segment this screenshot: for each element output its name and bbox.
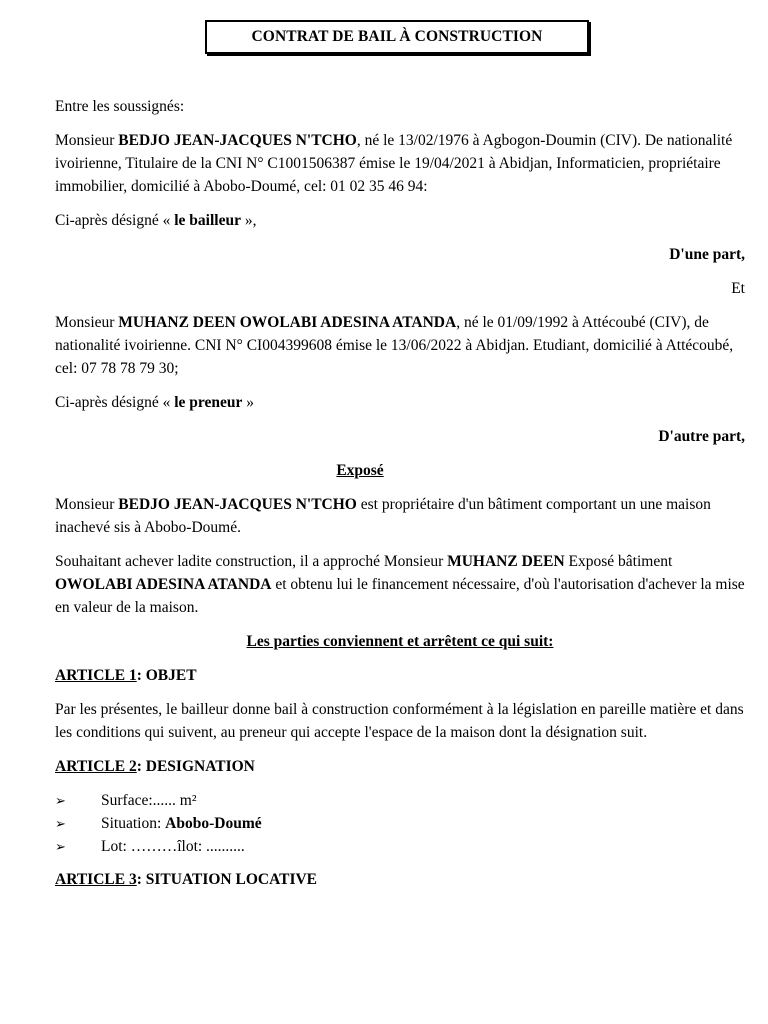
- role-preneur: le preneur: [174, 394, 243, 411]
- expose-p2-name1: MUHANZ DEEN: [447, 553, 565, 570]
- party2-name: MUHANZ DEEN OWOLABI ADESINA ATANDA: [118, 314, 457, 331]
- title-text: CONTRAT DE BAIL À CONSTRUCTION: [251, 28, 543, 45]
- expose-p1-name: BEDJO JEAN-JACQUES N'TCHO: [118, 496, 357, 513]
- party1-part-label: D'une part,: [669, 246, 745, 263]
- expose-p1-text: est propriétaire d'un bâtiment comportant un une maison inachevé sis à Abobo-Doumé.: [55, 496, 711, 536]
- party2-part-label: D'autre part,: [658, 428, 745, 445]
- expose-heading-text: Exposé: [336, 462, 384, 479]
- intro-line: Entre les soussignés:: [55, 98, 185, 115]
- surface-label: Surface:...... m²: [101, 792, 197, 809]
- party1-prefix: Monsieur: [55, 132, 119, 149]
- article1-title: : OBJET: [136, 667, 197, 684]
- role-bailleur: le bailleur: [174, 212, 241, 229]
- article2-title: : DESIGNATION: [136, 758, 255, 775]
- list-item: [55, 835, 745, 858]
- lot-label: Lot: ………îlot: ..........: [101, 838, 245, 855]
- situation-value: Abobo-Doumé: [165, 815, 262, 832]
- arrowhead-bullet-icon: ➢: [55, 793, 66, 808]
- expose-p2-mid: Exposé bâtiment: [564, 553, 673, 570]
- designation-list: [55, 789, 745, 858]
- expose-p2-prefix: Souhaitant achever ladite construction, il a approché Monsieur: [55, 553, 448, 570]
- expose-paragraph-1: [55, 493, 745, 539]
- party1-details: , né le 13/02/1976 à Agbogon-Doumin (CIV). De nationalité ivoirienne, Titulaire de la CNI N° C1001506387 émise le 19/04/2021 à Abidjan, Informaticien, propriétaire immobilier, domicilié à Abobo-Doumé, cel: 01 02 35 46 94:: [55, 132, 733, 195]
- party2-details: , né le 01/09/1992 à Attécoubé (CIV), de nationalité ivoirienne. CNI N° CI004399608 émise le 13/06/2022 à Abidjan. Etudiant, domicilié à Attécoubé, cel: 07 78 78 79 30;: [55, 314, 734, 377]
- situation-label: Situation:: [101, 815, 166, 832]
- expose-p2-text: et obtenu lui le financement nécessaire, d'où l'autorisation d'achever la mise en valeur de la maison.: [55, 576, 745, 616]
- article3-title: : SITUATION LOCATIVE: [136, 871, 318, 888]
- expose-heading: [55, 459, 745, 482]
- party2-prefix: Monsieur: [55, 314, 119, 331]
- conjunction-et: Et: [731, 280, 745, 297]
- arrowhead-bullet-icon: ➢: [55, 816, 66, 831]
- article2-label: ARTICLE 2: [55, 758, 137, 775]
- expose-p2-name2: OWOLABI ADESINA ATANDA: [55, 576, 272, 593]
- article1-label: ARTICLE 1: [55, 667, 137, 684]
- article1-text: Par les présentes, le bailleur donne bail à construction conformément à la législation en pareille matière et dans les conditions qui suivent, au preneur qui accepte l'espace de la maison dont la désignation suit.: [55, 701, 744, 741]
- agreement-heading-text: Les parties conviennent et arrêtent ce qui suit:: [246, 633, 554, 650]
- article1-heading: [55, 664, 745, 687]
- document-title: [205, 20, 589, 54]
- article3-heading: [55, 868, 745, 891]
- list-item: [55, 812, 745, 835]
- designation-suffix: »: [242, 394, 255, 411]
- party2-paragraph: [55, 311, 745, 380]
- article2-heading: [55, 755, 745, 778]
- expose-p1-prefix: Monsieur: [55, 496, 119, 513]
- list-item: [55, 789, 745, 812]
- document-body: [55, 95, 745, 902]
- expose-paragraph-2: [55, 550, 745, 619]
- designation-prefix: Ci-après désigné «: [55, 394, 175, 411]
- designation-suffix: »,: [240, 212, 257, 229]
- party1-name: BEDJO JEAN-JACQUES N'TCHO: [118, 132, 357, 149]
- designation-prefix: Ci-après désigné «: [55, 212, 175, 229]
- party1-paragraph: [55, 129, 745, 198]
- party2-designation: [55, 391, 745, 414]
- article3-label: ARTICLE 3: [55, 871, 137, 888]
- party1-designation: [55, 209, 745, 232]
- agreement-heading: [55, 630, 745, 653]
- arrowhead-bullet-icon: ➢: [55, 839, 66, 854]
